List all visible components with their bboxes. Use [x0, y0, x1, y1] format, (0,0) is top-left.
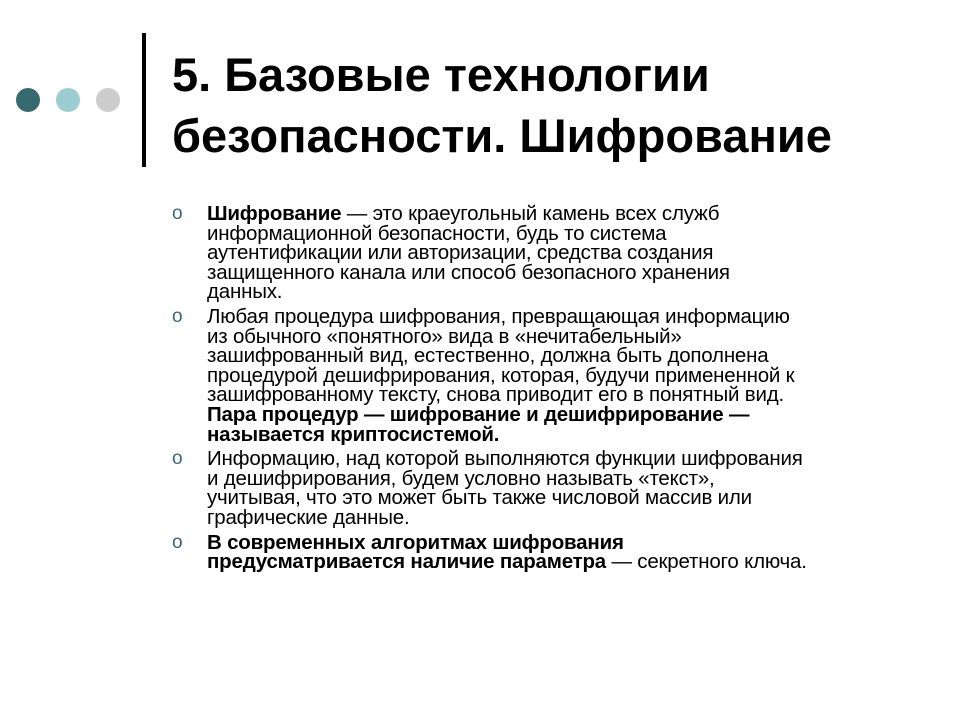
bullet-text-line	[207, 282, 932, 302]
bold-text: В современных алгоритмах шифрования	[207, 530, 624, 554]
text: аутентификации или авторизации, средства создания	[207, 241, 714, 265]
bold-text: предусматривается наличие параметра	[207, 550, 606, 574]
text: — секретного ключа.	[606, 550, 807, 574]
bullet-marker-icon: o	[172, 305, 183, 327]
text: Информацию, над которой выполняются функции шифрования	[207, 447, 803, 471]
bullet-item	[172, 530, 932, 574]
bullet-text-line	[207, 260, 932, 284]
text: и дешифрирования, будем условно называть «текст»,	[207, 466, 715, 490]
text: процедурой дешифрирования, которая, будучи примененной к	[207, 363, 795, 387]
bold-text: называется криптосистемой.	[207, 422, 500, 446]
text: информационной безопасности, будь то система	[207, 221, 667, 245]
text: защищенного канала или способ безопасного хранения	[207, 260, 730, 284]
bullet-marker-icon: o	[172, 203, 183, 224]
bullet-text-line	[207, 422, 932, 446]
text: данных.	[207, 280, 283, 304]
text: из обычного «понятного» вида в «нечитабельный»	[207, 324, 682, 348]
text: графические данные.	[207, 505, 410, 529]
text: — это краеугольный камень всех служб	[341, 202, 720, 225]
decor-dot-light	[56, 88, 80, 112]
bullet-item	[172, 304, 932, 446]
text: учитывая, что это может быть также числовой массив или	[207, 486, 752, 510]
title-line-2: безопасности. Шифрование	[172, 109, 832, 162]
bullet-marker-icon: o	[172, 531, 183, 553]
bullet-text-line	[207, 505, 932, 529]
text: зашифрованный вид, естественно, должна быть дополнена	[207, 344, 769, 368]
bullet-text-line	[207, 552, 932, 572]
bold-text: Пара процедур — шифрование и дешифрирование —	[207, 402, 750, 426]
bold-text: Шифрование	[207, 202, 342, 225]
title-line-1: 5. Базовые технологии	[172, 48, 710, 101]
slide-title	[172, 44, 832, 166]
title-divider	[142, 33, 146, 167]
bullet-list	[172, 204, 932, 577]
text: зашифрованному тексту, снова приводит его в понятный вид.	[207, 383, 784, 407]
decor-dot-dark	[16, 88, 40, 112]
decor-dot-grey	[96, 88, 120, 112]
bullet-item	[172, 449, 932, 527]
bullet-marker-icon: o	[172, 448, 183, 470]
bullet-item	[172, 204, 932, 302]
text: Любая процедура шифрования, превращающая информацию	[207, 304, 790, 328]
